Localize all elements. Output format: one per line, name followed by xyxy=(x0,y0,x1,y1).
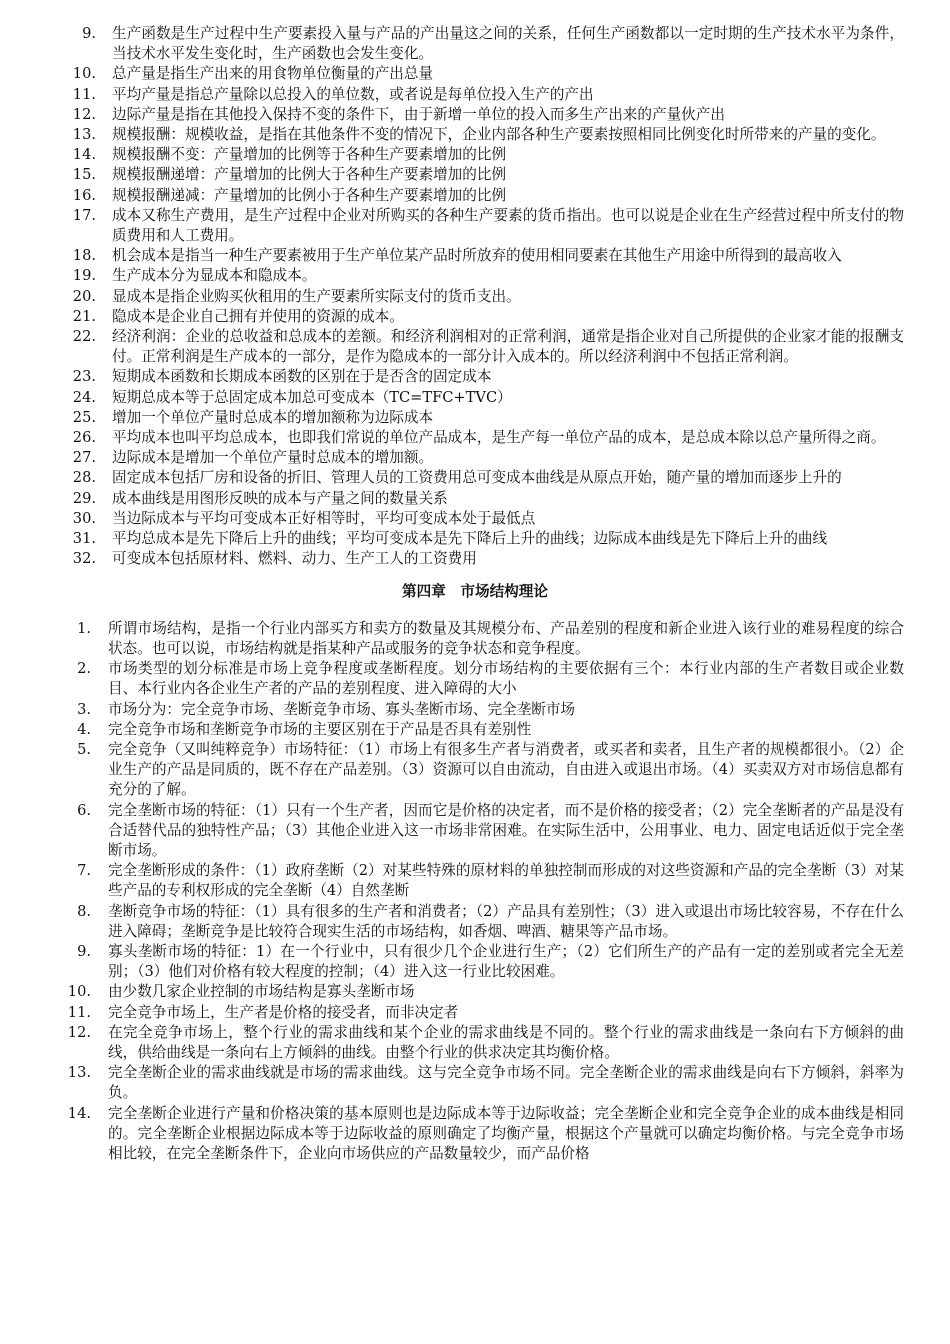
list-item xyxy=(0,85,950,105)
numbered-list-part1 xyxy=(0,24,950,569)
list-item-text: 市场分为：完全竞争市场、垄断竞争市场、寡头垄断市场、完全垄断市场 xyxy=(108,700,576,718)
list-item-number: 2. xyxy=(77,660,91,678)
list-item-number: 16. xyxy=(72,186,96,204)
list-item-text: 短期成本函数和长期成本函数的区别在于是否含的固定成本 xyxy=(112,368,492,386)
list-item xyxy=(0,388,950,408)
list-item-text: 增加一个单位产量时总成本的增加额称为边际成本 xyxy=(112,408,434,426)
list-item-number: 8. xyxy=(77,902,91,920)
list-item xyxy=(0,468,950,488)
list-item-number: 27. xyxy=(72,449,96,467)
list-item-text: 平均成本也叫平均总成本，也即我们常说的单位产品成本，是生产每一单位产品的成本，是总成本除以总产量所得之商。 xyxy=(112,429,886,447)
list-item-number: 14. xyxy=(67,1104,91,1122)
list-item xyxy=(0,720,950,740)
list-item xyxy=(0,1023,950,1063)
list-item-text: 完全垄断企业的需求曲线就是市场的需求曲线。这与完全竞争市场不同。完全垄断企业的需求曲线是向右下方倾斜，斜率为负。 xyxy=(108,1064,904,1102)
list-item-number: 26. xyxy=(72,429,96,447)
list-item-number: 21. xyxy=(72,307,96,325)
list-item xyxy=(0,861,950,901)
list-item xyxy=(0,428,950,448)
list-item-text: 规模报酬不变：产量增加的比例等于各种生产要素增加的比例 xyxy=(112,146,507,164)
list-item-text: 寡头垄断市场的特征：1）在一个行业中，只有很少几个企业进行生产；（2）它们所生产的产品有一定的差别或者完全无差别；（3）他们对价格有较大程度的控制；（4）进入这一行业比较困难。 xyxy=(108,942,904,981)
list-item-text: 在完全竞争市场上，整个行业的需求曲线和某个企业的需求曲线是不同的。整个行业的需求曲线是一条向右下方倾斜的曲线，供给曲线是一条向右上方倾斜的曲线。由整个行业的供求决定其均衡价格。 xyxy=(108,1023,904,1061)
list-item-number: 9. xyxy=(77,942,91,960)
list-item xyxy=(0,266,950,286)
list-item xyxy=(0,529,950,549)
list-item-number: 22. xyxy=(72,328,96,346)
list-item xyxy=(0,408,950,428)
list-item-number: 18. xyxy=(72,247,96,265)
list-item-number: 30. xyxy=(72,509,96,527)
list-item-number: 13. xyxy=(67,1064,91,1082)
list-item-text: 完全竞争市场和垄断竞争市场的主要区别在于产品是否具有差别性 xyxy=(108,720,532,738)
list-item-text: 完全垄断企业进行产量和价格决策的基本原则也是边际成本等于边际收益；完全垄断企业和完全竞争企业的成本曲线是相同的。完全垄断企业根据边际成本等于边际收益的原则确定了均衡产量，根据这个产量就可以确定均衡价格。与完全竞争市场相比较，在完全垄断条件下，企业向市场供应的产品数量较少，而产品价格 xyxy=(108,1104,904,1162)
list-item-number: 25. xyxy=(72,408,96,426)
list-item-number: 29. xyxy=(72,489,96,507)
list-item-text: 隐成本是企业自己拥有并使用的资源的成本。 xyxy=(112,307,404,325)
list-item-number: 11. xyxy=(67,1003,91,1021)
list-item-text: 完全竞争市场上，生产者是价格的接受者，而非决定者 xyxy=(108,1003,459,1021)
list-item-number: 4. xyxy=(77,720,91,738)
list-item-number: 28. xyxy=(72,469,96,487)
list-item xyxy=(0,902,950,942)
list-item-text: 完全垄断市场的特征：（1）只有一个生产者，因而它是价格的决定者，而不是价格的接受者；（2）完全垄断者的产品是没有合适替代品的独特性产品；（3）其他企业进入这一市场非常困难。在实际生活中，公用事业、电力、固定电话近似于完全垄断市场。 xyxy=(108,801,904,859)
list-item-text: 成本又称生产费用，是生产过程中企业对所购买的各种生产要素的货币指出。也可以说是企业在生产经营过程中所支付的物质费用和人工费用。 xyxy=(112,206,904,245)
list-item xyxy=(0,64,950,84)
list-item-number: 14. xyxy=(72,146,96,164)
list-item-number: 19. xyxy=(72,267,96,285)
list-item xyxy=(0,982,950,1002)
list-item xyxy=(0,125,950,145)
list-item-number: 23. xyxy=(72,368,96,386)
list-item-text: 规模报酬递减：产量增加的比例小于各种生产要素增加的比例 xyxy=(112,186,507,204)
list-item xyxy=(0,246,950,266)
list-item-number: 32. xyxy=(72,550,96,568)
list-item-text: 完全竞争（又叫纯粹竞争）市场特征：（1）市场上有很多生产者与消费者，或买者和卖者，且生产者的规模都很小。（2）企业生产的产品是同质的，既不存在产品差别。（3）资源可以自由流动，自由进入或退出市场。（4）买卖双方对市场信息都有充分的了解。 xyxy=(108,740,904,799)
list-item xyxy=(0,700,950,720)
list-item xyxy=(0,145,950,165)
list-item xyxy=(0,448,950,468)
chapter-heading: 第四章 市场结构理论 xyxy=(402,583,548,601)
list-item-text: 成本曲线是用图形反映的成本与产量之间的数量关系 xyxy=(112,489,448,507)
list-item-number: 3. xyxy=(77,700,91,718)
list-item xyxy=(0,1003,950,1023)
list-item-text: 垄断竞争市场的特征：（1）具有很多的生产者和消费者；（2）产品具有差别性；（3）进入或退出市场比较容易，不存在什么进入障碍；垄断竞争是比较符合现实生活的市场结构，如香烟、啤酒、糖果等产品市场。 xyxy=(108,902,904,940)
list-item xyxy=(0,659,950,699)
list-item xyxy=(0,206,950,246)
list-item xyxy=(0,165,950,185)
list-item-text: 生产函数是生产过程中生产要素投入量与产品的产出量这之间的关系，任何生产函数都以一定时期的生产技术水平为条件，当技术水平发生变化时，生产函数也会发生变化。 xyxy=(112,25,904,63)
list-item xyxy=(0,186,950,206)
list-item-text: 边际成本是增加一个单位产量时总成本的增加额。 xyxy=(112,449,434,467)
list-item-number: 10. xyxy=(67,983,91,1001)
list-item xyxy=(0,509,950,529)
list-item-text: 显成本是指企业购买伙租用的生产要素所实际支付的货币支出。 xyxy=(112,287,521,305)
list-item xyxy=(0,740,950,801)
list-item-text: 规模报酬递增：产量增加的比例大于各种生产要素增加的比例 xyxy=(112,166,507,184)
list-item xyxy=(0,1063,950,1103)
list-item-text: 平均产量是指总产量除以总投入的单位数，或者说是每单位投入生产的产出 xyxy=(112,85,594,103)
list-item-text: 机会成本是指当一种生产要素被用于生产单位某产品时所放弃的使用相同要素在其他生产用途中所得到的最高收入 xyxy=(112,247,842,265)
list-item-number: 10. xyxy=(72,65,96,83)
document-page xyxy=(0,24,950,1164)
list-item-text: 经济利润：企业的总收益和总成本的差额。和经济利润相对的正常利润，通常是指企业对自己所提供的企业家才能的报酬支付。正常利润是生产成本的一部分，是作为隐成本的一部分计入成本的。所以经济利润中不包括正常利润。 xyxy=(112,328,904,366)
list-item-text: 平均总成本是先下降后上升的曲线；平均可变成本是先下降后上升的曲线；边际成本曲线是先下降后上升的曲线 xyxy=(112,530,828,548)
list-item xyxy=(0,619,950,659)
list-item-number: 17. xyxy=(72,206,96,224)
list-item-number: 12. xyxy=(67,1023,91,1041)
list-item xyxy=(0,327,950,367)
list-item-text: 短期总成本等于总固定成本加总可变成本（TC=TFC+TVC） xyxy=(112,388,512,406)
list-item-text: 规模报酬：规模收益，是指在其他条件不变的情况下，企业内部各种生产要素按照相同比例变化时所带来的产量的变化。 xyxy=(112,126,886,144)
list-item-text: 由少数几家企业控制的市场结构是寡头垄断市场 xyxy=(108,983,415,1001)
list-item-text: 所谓市场结构，是指一个行业内部买方和卖方的数量及其规模分布、产品差别的程度和新企业进入该行业的难易程度的综合状态。也可以说，市场结构就是指某种产品或服务的竞争状态和竞争程度。 xyxy=(108,619,904,657)
list-item-text: 市场类型的划分标准是市场上竞争程度或垄断程度。划分市场结构的主要依据有三个：本行业内部的生产者数目或企业数目、本行业内各企业生产者的产品的差别程度、进入障碍的大小 xyxy=(108,660,904,698)
list-item xyxy=(0,489,950,509)
list-item-number: 24. xyxy=(72,388,96,406)
list-item-number: 9. xyxy=(82,25,96,42)
list-item xyxy=(0,942,950,982)
list-item-number: 20. xyxy=(72,287,96,305)
numbered-list-part2 xyxy=(0,619,950,1164)
list-item-text: 生产成本分为显成本和隐成本。 xyxy=(112,267,317,285)
list-item-number: 11. xyxy=(72,85,96,103)
list-item-text: 总产量是指生产出来的用食物单位衡量的产出总量 xyxy=(112,65,434,83)
list-item-number: 1. xyxy=(77,619,91,637)
list-item xyxy=(0,367,950,387)
list-item-text: 固定成本包括厂房和设备的折旧、管理人员的工资费用总可变成本曲线是从原点开始，随产量的增加而逐步上升的 xyxy=(112,469,842,487)
list-item xyxy=(0,307,950,327)
list-item-number: 6. xyxy=(77,801,91,819)
list-item-text: 可变成本包括原材料、燃料、动力、生产工人的工资费用 xyxy=(112,550,477,568)
list-item xyxy=(0,549,950,569)
list-item xyxy=(0,105,950,125)
list-item xyxy=(0,801,950,862)
list-item xyxy=(0,287,950,307)
list-item-text: 完全垄断形成的条件：（1）政府垄断（2）对某些特殊的原材料的单独控制而形成的对这些资源和产品的完全垄断（3）对某些产品的专利权形成的完全垄断（4）自然垄断 xyxy=(108,862,904,900)
list-item-text: 边际产量是指在其他投入保持不变的条件下，由于新增一单位的投入而多生产出来的产量伙产出 xyxy=(112,105,725,123)
list-item-number: 31. xyxy=(72,530,96,548)
list-item-number: 13. xyxy=(72,126,96,144)
list-item-text: 当边际成本与平均可变成本正好相等时，平均可变成本处于最低点 xyxy=(112,509,536,527)
list-item-number: 5. xyxy=(77,740,91,758)
list-item-number: 7. xyxy=(77,862,91,880)
list-item xyxy=(0,1104,950,1165)
list-item-number: 12. xyxy=(72,105,96,123)
list-item-number: 15. xyxy=(72,166,96,184)
list-item xyxy=(0,24,950,64)
